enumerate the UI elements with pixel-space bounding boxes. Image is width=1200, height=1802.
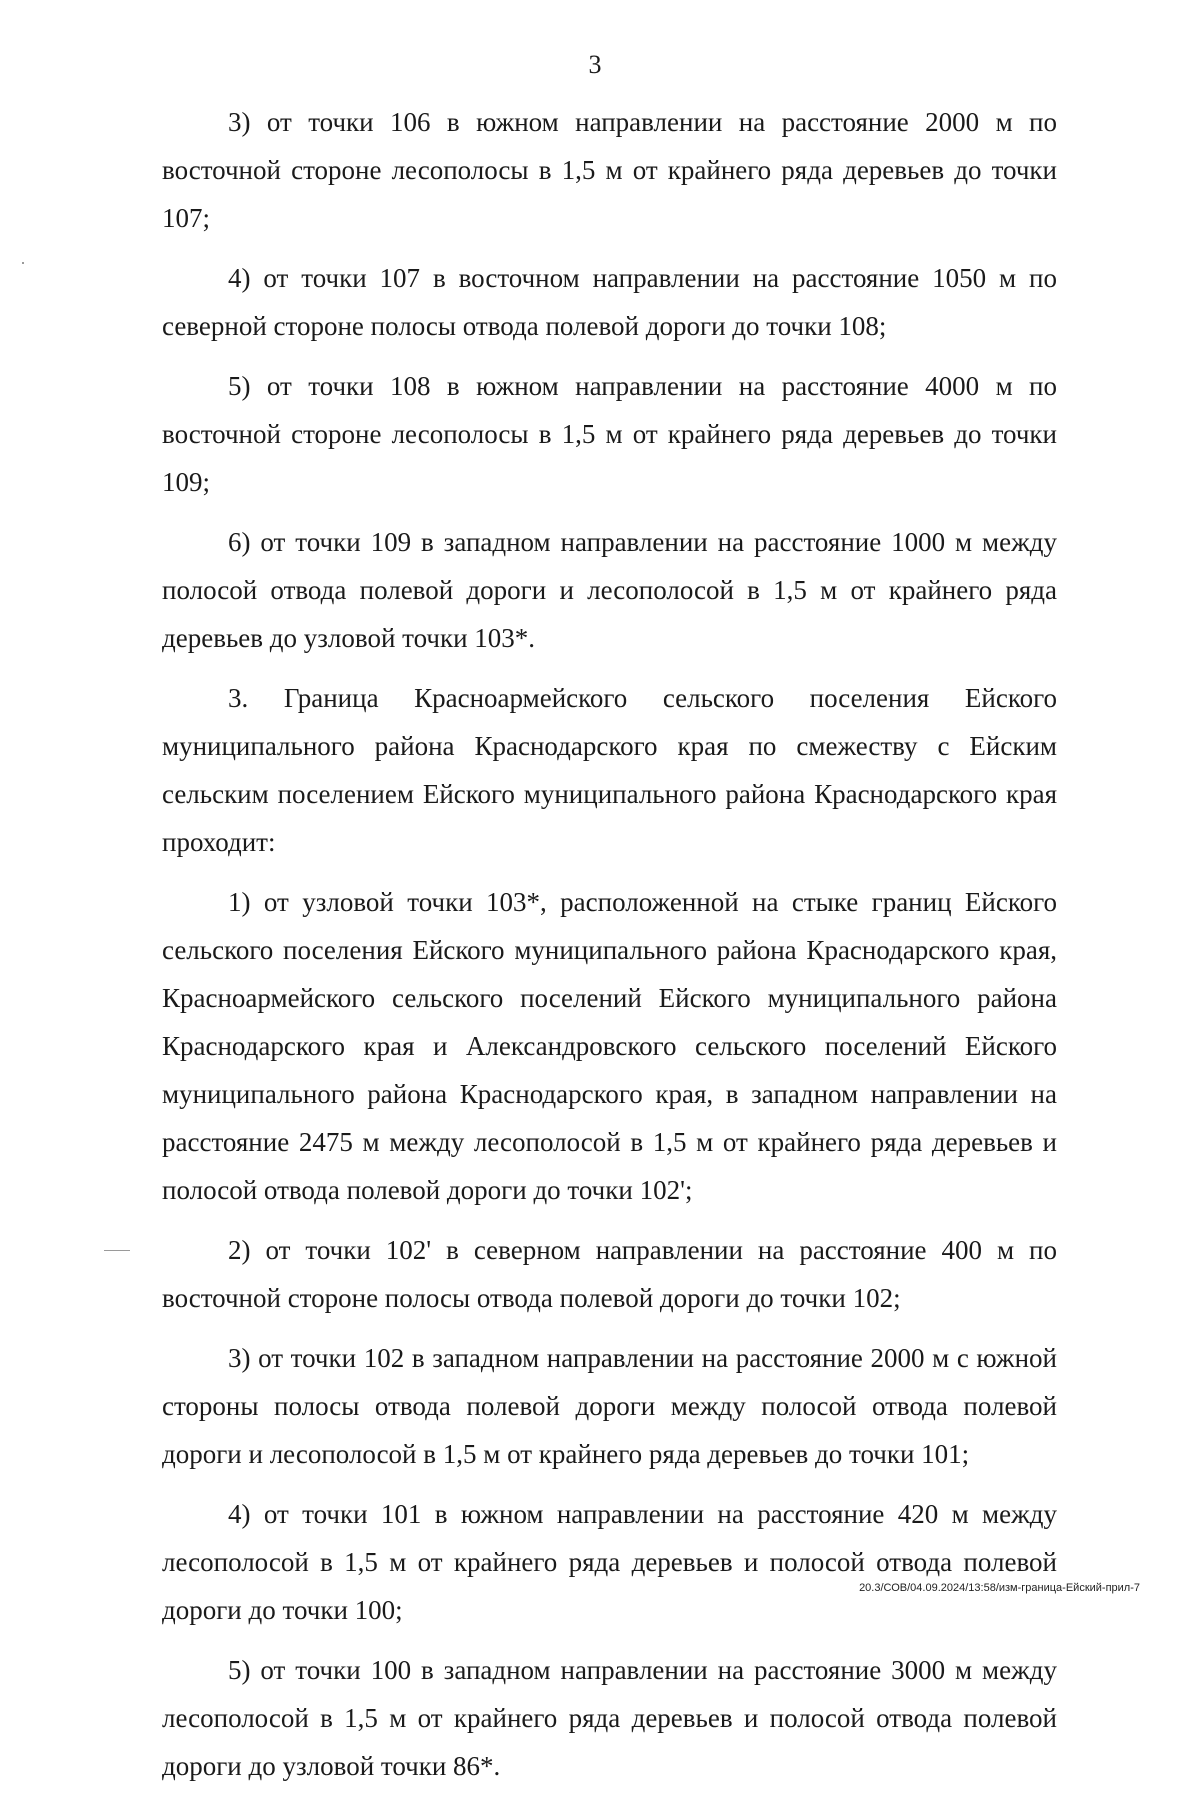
paragraph-8: 3) от точки 102 в западном направлении на расстояние 2000 м с южной стороны полосы отвода полевой дороги между полосой отвода полевой дороги и лесополосой в 1,5 м от крайнего ряда деревьев до точки 101; [162, 1343, 1057, 1469]
section-heading-paragraph: 3. Граница Красноармейского сельского поселения Ейского муниципального района Краснодарского края по смежеству с Ейским сельским поселением Ейского муниципального района Краснодарского края проходит: [162, 683, 1057, 857]
paragraph-3: 5) от точки 108 в южном направлении на расстояние 4000 м по восточной стороне лесополосы в 1,5 м от крайнего ряда деревьев до точки 109; [162, 371, 1057, 497]
document-body [162, 98, 1057, 1802]
paragraph-6: 1) от узловой точки 103*, расположенной на стыке границ Ейского сельского поселения Ейского муниципального района Краснодарского края, Красноармейского сельского поселений Ейского муниципального района Краснодарского края и Александровского сельского поселений Ейского муниципального района Краснодарского края, в западном направлении на расстояние 2475 м между лесополосой в 1,5 м от крайнего ряда деревьев и полосой отвода полевой дороги до точки 102'; [162, 887, 1057, 1205]
paragraph-9: 4) от точки 101 в южном направлении на расстояние 420 м между лесополосой в 1,5 м от крайнего ряда деревьев и полосой отвода полевой дороги до точки 100; [162, 1499, 1057, 1625]
scan-speck [22, 262, 24, 264]
paragraph-1: 3) от точки 106 в южном направлении на расстояние 2000 м по восточной стороне лесополосы в 1,5 м от крайнего ряда деревьев до точки 107; [162, 107, 1057, 233]
paragraph-7: 2) от точки 102' в северном направлении на расстояние 400 м по восточной стороне полосы отвода полевой дороги до точки 102; [162, 1235, 1057, 1313]
document-code-footer: 20.3/СОВ/04.09.2024/13:58/изм-граница-Ейский-прил-7 [859, 1582, 1140, 1594]
scan-speck [104, 1250, 130, 1251]
paragraph-4: 6) от точки 109 в западном направлении на расстояние 1000 м между полосой отвода полевой дороги и лесополосой в 1,5 м от крайнего ряда деревьев до узловой точки 103*. [162, 527, 1057, 653]
paragraph-10: 5) от точки 100 в западном направлении на расстояние 3000 м между лесополосой в 1,5 м от крайнего ряда деревьев и полосой отвода полевой дороги до узловой точки 86*. [162, 1655, 1057, 1781]
page-number: 3 [588, 50, 602, 79]
paragraph-2: 4) от точки 107 в восточном направлении на расстояние 1050 м по северной стороне полосы отвода полевой дороги до точки 108; [162, 263, 1057, 341]
